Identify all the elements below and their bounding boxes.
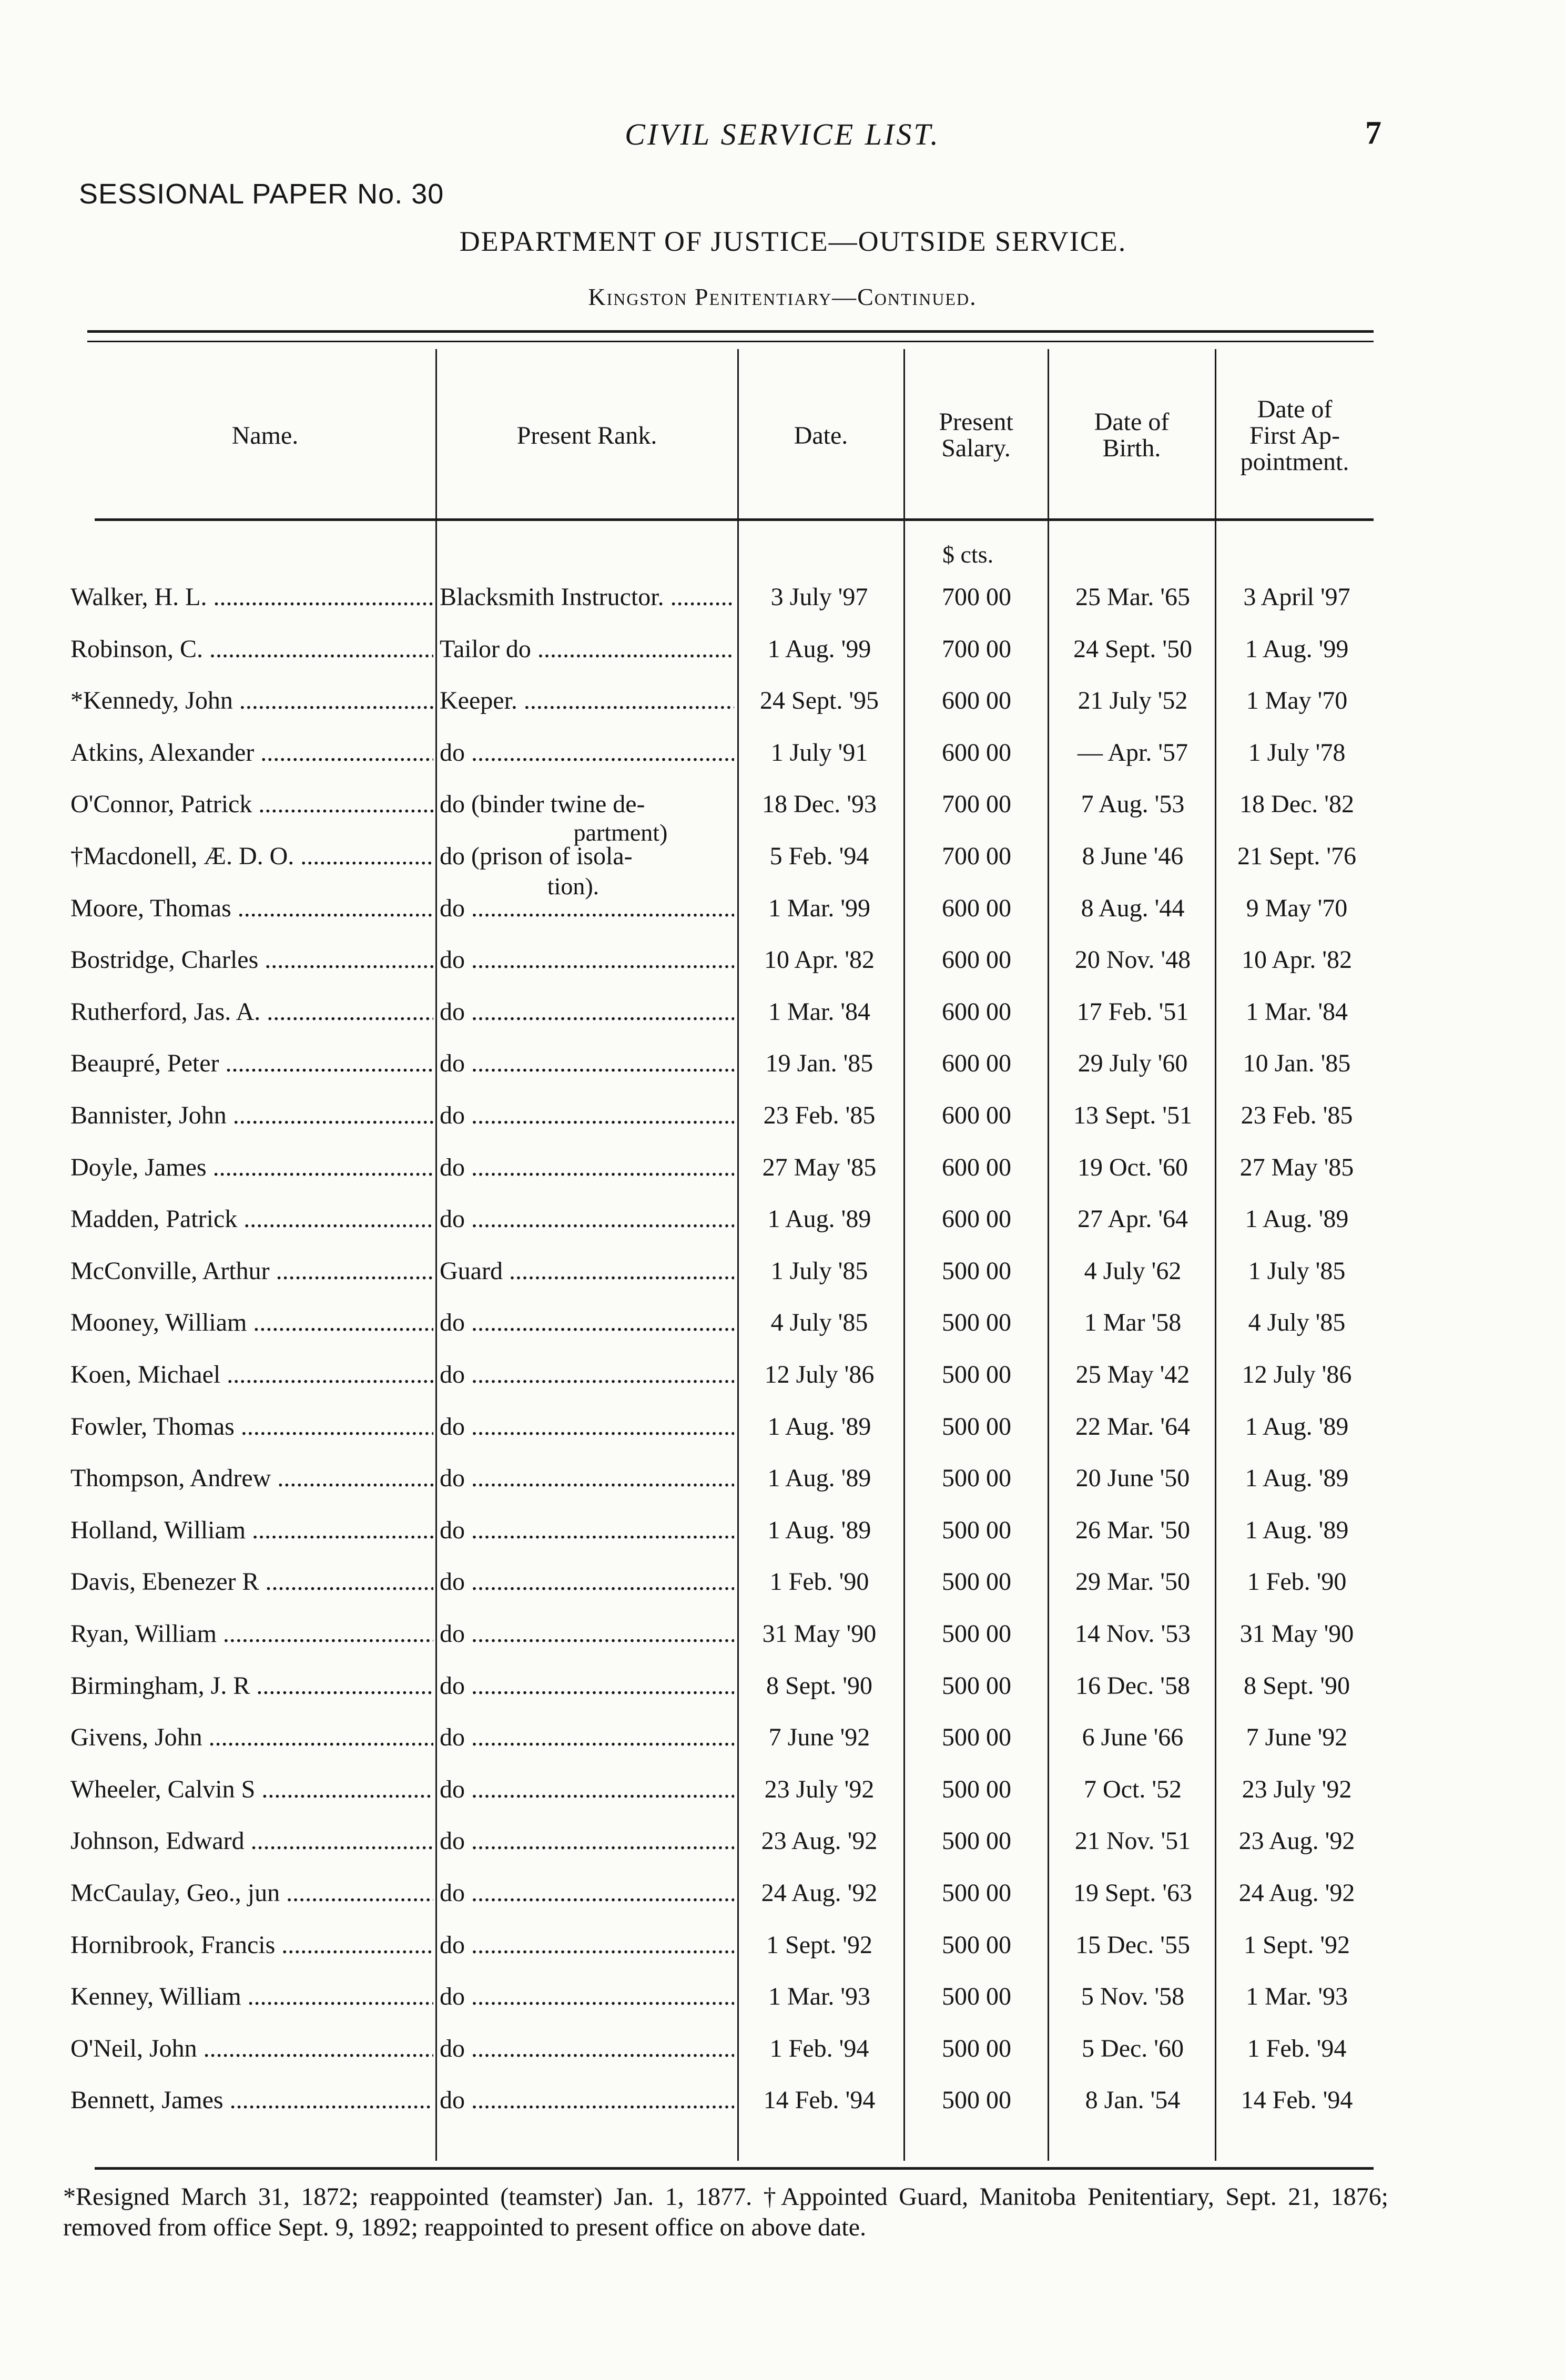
present-rank: do ..... [440, 738, 734, 768]
present-rank: do ..... [440, 1930, 734, 1960]
date-of-birth: 20 June '50 [1075, 1464, 1190, 1492]
table-row [0, 1982, 1565, 2034]
table-row [0, 2034, 1565, 2086]
table-row [0, 1204, 1565, 1256]
date-first-appointment: 1 Aug. '89 [1245, 1205, 1349, 1233]
date-first-appointment: 1 Sept. '92 [1244, 1931, 1350, 1959]
date-of-birth: 25 May '42 [1075, 1361, 1190, 1388]
employee-name: Wheeler, Calvin S ..... [70, 1775, 433, 1804]
present-salary: 700 00 [942, 842, 1011, 870]
employee-name: Atkins, Alexander ..... [70, 738, 433, 768]
table-row [0, 997, 1565, 1049]
date-first-appointment: 10 Jan. '85 [1243, 1049, 1351, 1077]
rank-date: 1 Feb. '90 [769, 1568, 869, 1596]
date-first-appointment: 14 Feb. '94 [1241, 2086, 1353, 2114]
rank-date: 1 July '91 [770, 739, 868, 767]
employee-name: Doyle, James ..... [70, 1153, 433, 1182]
employee-name: Beaupré, Peter ..... [70, 1049, 433, 1078]
date-of-birth: 5 Nov. '58 [1081, 1983, 1185, 2010]
table-row [0, 1153, 1565, 1204]
date-first-appointment: 3 April '97 [1243, 583, 1350, 611]
date-of-birth: 21 July '52 [1078, 687, 1188, 714]
date-first-appointment: 12 July '86 [1242, 1361, 1352, 1388]
present-rank: do (binder twine de- [440, 790, 645, 818]
present-rank: do ..... [440, 1308, 734, 1337]
date-first-appointment: 31 May '90 [1239, 1620, 1354, 1648]
present-rank: do ..... [440, 1412, 734, 1442]
employee-name: Givens, John ..... [70, 1723, 433, 1752]
table-row [0, 738, 1565, 790]
table-row [0, 1775, 1565, 1826]
employee-name: McConville, Arthur ..... [70, 1257, 433, 1286]
present-rank: Keeper. ..... [440, 686, 734, 716]
table-row [0, 1049, 1565, 1100]
table-row [0, 583, 1565, 634]
present-salary: 600 00 [942, 1153, 1011, 1181]
rank-date: 23 Aug. '92 [761, 1827, 878, 1855]
column-header-name: Name. [231, 422, 299, 450]
rank-date: 1 Aug. '99 [767, 635, 871, 663]
employee-name: Thompson, Andrew ..... [70, 1464, 433, 1493]
table-row [0, 686, 1565, 738]
table-row [0, 1567, 1565, 1619]
employee-name: McCaulay, Geo., jun ..... [70, 1878, 433, 1908]
employee-name: Ryan, William ..... [70, 1619, 433, 1649]
employee-name: Birmingham, J. R ..... [70, 1671, 433, 1701]
present-salary: 500 00 [942, 1568, 1011, 1596]
present-salary: 600 00 [942, 1049, 1011, 1077]
date-of-birth: 8 Aug. '44 [1081, 894, 1185, 922]
date-of-birth: 29 Mar. '50 [1075, 1568, 1190, 1596]
present-salary: 600 00 [942, 946, 1011, 974]
table-row [0, 790, 1565, 841]
date-of-birth: 29 July '60 [1078, 1049, 1188, 1077]
table-row [0, 1619, 1565, 1671]
rank-date: 31 May '90 [762, 1620, 877, 1648]
rank-date: 1 Mar. '99 [768, 894, 870, 922]
table-row [0, 945, 1565, 997]
present-salary: 700 00 [942, 790, 1011, 818]
column-header-salary: Present Salary. [939, 408, 1013, 462]
present-salary: 500 00 [942, 1464, 1011, 1492]
present-salary: 500 00 [942, 1620, 1011, 1648]
page-number: 7 [1365, 115, 1381, 151]
date-of-birth: 14 Nov. '53 [1074, 1620, 1191, 1648]
rank-date: 24 Aug. '92 [761, 1879, 878, 1907]
rank-continuation: tion). [547, 873, 599, 900]
table-row [0, 1412, 1565, 1464]
date-first-appointment: 23 Aug. '92 [1238, 1827, 1355, 1855]
employee-name: †Macdonell, Æ. D. O. ..... [70, 842, 433, 871]
rank-date: 1 Aug. '89 [767, 1413, 871, 1441]
present-rank: Blacksmith Instructor. ..... [440, 583, 734, 612]
present-rank: do ..... [440, 1204, 734, 1234]
rank-date: 4 July '85 [770, 1309, 868, 1336]
top-rule-inner [87, 341, 1374, 342]
date-of-birth: 8 Jan. '54 [1085, 2086, 1181, 2114]
employee-name: Mooney, William ..... [70, 1308, 433, 1337]
present-salary: 500 00 [942, 1775, 1011, 1803]
date-first-appointment: 23 July '92 [1242, 1775, 1352, 1803]
present-rank: do ..... [440, 1775, 734, 1804]
present-rank: do ..... [440, 1049, 734, 1078]
present-salary: 600 00 [942, 998, 1011, 1026]
employee-name: Bostridge, Charles ..... [70, 945, 433, 975]
date-of-birth: 27 Apr. '64 [1078, 1205, 1188, 1233]
date-of-birth: 20 Nov. '48 [1074, 946, 1191, 974]
rank-date: 19 Jan. '85 [765, 1049, 873, 1077]
rank-date: 1 Mar. '93 [768, 1983, 870, 2010]
table-row [0, 1826, 1565, 1878]
present-rank: do ..... [440, 894, 734, 923]
table-row [0, 1308, 1565, 1360]
date-first-appointment: 1 July '85 [1248, 1257, 1346, 1285]
date-first-appointment: 1 Aug. '89 [1245, 1464, 1349, 1492]
employee-name: Rutherford, Jas. A. ..... [70, 997, 433, 1027]
present-rank: do ..... [440, 1982, 734, 2011]
present-salary: 600 00 [942, 1205, 1011, 1233]
present-rank: do ..... [440, 1516, 734, 1545]
date-of-birth: 19 Sept. '63 [1073, 1879, 1192, 1907]
present-rank: do ..... [440, 1826, 734, 1856]
present-rank: do ..... [440, 2034, 734, 2064]
present-salary: 600 00 [942, 687, 1011, 714]
table-row [0, 1464, 1565, 1515]
employee-name: Bennett, James ..... [70, 2086, 433, 2115]
running-title: CIVIL SERVICE LIST. [625, 117, 940, 151]
date-of-birth: 21 Nov. '51 [1074, 1827, 1191, 1855]
date-of-birth: 24 Sept. '50 [1073, 635, 1192, 663]
employee-name: Madden, Patrick ..... [70, 1204, 433, 1234]
present-rank: do ..... [440, 945, 734, 975]
present-salary: 500 00 [942, 1983, 1011, 2010]
present-salary: 500 00 [942, 1413, 1011, 1441]
date-of-birth: 7 Aug. '53 [1081, 790, 1185, 818]
bottom-rule [95, 2167, 1374, 2170]
table-row [0, 1671, 1565, 1723]
rank-continuation: partment) [573, 819, 668, 846]
employee-name: O'Neil, John ..... [70, 2034, 433, 2064]
date-of-birth: 4 July '62 [1084, 1257, 1182, 1285]
present-rank: do ..... [440, 1619, 734, 1649]
date-first-appointment: 1 Aug. '89 [1245, 1413, 1349, 1441]
present-salary: 500 00 [942, 1361, 1011, 1388]
present-salary: 500 00 [942, 1672, 1011, 1700]
table-row [0, 1257, 1565, 1308]
date-first-appointment: 10 Apr. '82 [1242, 946, 1352, 974]
rank-date: 7 June '92 [768, 1723, 870, 1751]
rank-date: 24 Sept. '95 [760, 687, 879, 714]
date-of-birth: 13 Sept. '51 [1073, 1101, 1192, 1129]
present-rank: do ..... [440, 1878, 734, 1908]
rank-date: 1 July '85 [770, 1257, 868, 1285]
employee-name: Kenney, William ..... [70, 1982, 433, 2011]
present-rank: do ..... [440, 1153, 734, 1182]
column-header-date: Date. [794, 422, 848, 450]
rank-date: 1 Aug. '89 [767, 1464, 871, 1492]
date-of-birth: 17 Feb. '51 [1076, 998, 1189, 1026]
date-first-appointment: 1 Mar. '84 [1246, 998, 1348, 1026]
date-first-appointment: 24 Aug. '92 [1238, 1879, 1355, 1907]
present-rank: do ..... [440, 1671, 734, 1701]
table-row [0, 894, 1565, 945]
rank-date: 18 Dec. '93 [762, 790, 877, 818]
present-salary: 600 00 [942, 739, 1011, 767]
date-of-birth: 5 Dec. '60 [1082, 2035, 1184, 2062]
salary-units: $ cts. [942, 541, 994, 568]
present-salary: 500 00 [942, 2035, 1011, 2062]
header-rule [95, 518, 1374, 521]
present-salary: 500 00 [942, 1516, 1011, 1544]
date-of-birth: 7 Oct. '52 [1084, 1775, 1182, 1803]
present-salary: 500 00 [942, 1827, 1011, 1855]
date-of-birth: 22 Mar. '64 [1075, 1413, 1190, 1441]
rank-date: 27 May '85 [762, 1153, 877, 1181]
employee-name: Bannister, John ..... [70, 1101, 433, 1130]
rank-date: 12 July '86 [764, 1361, 875, 1388]
date-of-birth: 6 June '66 [1082, 1723, 1184, 1751]
present-salary: 700 00 [942, 635, 1011, 663]
date-of-birth: 16 Dec. '58 [1075, 1672, 1190, 1700]
present-rank: Tailor do ..... [440, 635, 734, 664]
table-row [0, 1101, 1565, 1152]
date-first-appointment: 1 Feb. '90 [1247, 1568, 1347, 1596]
date-first-appointment: 1 Mar. '93 [1246, 1983, 1348, 2010]
table-row [0, 1878, 1565, 1930]
present-rank: do ..... [440, 1360, 734, 1390]
employee-name: Fowler, Thomas ..... [70, 1412, 433, 1442]
table-row [0, 1516, 1565, 1567]
present-salary: 500 00 [942, 1309, 1011, 1336]
date-of-birth: 1 Mar '58 [1084, 1309, 1182, 1336]
present-rank: do ..... [440, 2086, 734, 2115]
rank-date: 8 Sept. '90 [766, 1672, 872, 1700]
rank-date: 23 Feb. '85 [763, 1101, 876, 1129]
footnote: *Resigned March 31, 1872; reappointed (teamster) Jan. 1, 1877. †Appointed Guard, Manitoba Penitentiary, Sept. 21, 1876; removed from office Sept. 9, 1892; reappointed to present office on above date. [63, 2183, 1388, 2241]
present-salary: 500 00 [942, 1723, 1011, 1751]
employee-name: Koen, Michael ..... [70, 1360, 433, 1390]
sessional-paper-label: SESSIONAL PAPER No. 30 [79, 178, 444, 210]
rank-date: 1 Aug. '89 [767, 1205, 871, 1233]
employee-name: Moore, Thomas ..... [70, 894, 433, 923]
date-first-appointment: 4 July '85 [1248, 1309, 1346, 1336]
rank-date: 10 Apr. '82 [764, 946, 875, 974]
date-first-appointment: 1 May '70 [1246, 687, 1348, 714]
rank-date: 1 Mar. '84 [768, 998, 870, 1026]
rank-date: 1 Aug. '89 [767, 1516, 871, 1544]
date-first-appointment: 23 Feb. '85 [1241, 1101, 1353, 1129]
employee-name: Davis, Ebenezer R ..... [70, 1567, 433, 1597]
employee-name: Hornibrook, Francis ..... [70, 1930, 433, 1960]
rank-date: 5 Feb. '94 [769, 842, 869, 870]
present-salary: 600 00 [942, 894, 1011, 922]
table-row [0, 2086, 1565, 2137]
employee-name: O'Connor, Patrick ..... [70, 790, 433, 819]
present-rank: do (prison of isola- [440, 842, 633, 870]
date-of-birth: — Apr. '57 [1078, 739, 1188, 767]
column-header-rank: Present Rank. [516, 422, 657, 450]
present-rank: Guard ..... [440, 1257, 734, 1286]
present-rank: do ..... [440, 1723, 734, 1752]
rank-date: 23 July '92 [764, 1775, 875, 1803]
present-rank: do ..... [440, 1464, 734, 1493]
present-salary: 500 00 [942, 1257, 1011, 1285]
column-header-first-appointment: Date of First Ap- pointment. [1240, 395, 1349, 476]
table-row [0, 635, 1565, 686]
present-salary: 500 00 [942, 2086, 1011, 2114]
date-first-appointment: 1 Aug. '99 [1245, 635, 1349, 663]
present-salary: 500 00 [942, 1879, 1011, 1907]
present-rank: do ..... [440, 1567, 734, 1597]
date-of-birth: 15 Dec. '55 [1075, 1931, 1190, 1959]
present-rank: do ..... [440, 1101, 734, 1130]
department-heading: DEPARTMENT OF JUSTICE—OUTSIDE SERVICE. [459, 226, 1127, 257]
column-header-birth: Date of Birth. [1094, 408, 1170, 462]
employee-name: Robinson, C. ..... [70, 635, 433, 664]
table-row [0, 1360, 1565, 1412]
rank-date: 14 Feb. '94 [763, 2086, 876, 2114]
present-rank: do ..... [440, 997, 734, 1027]
rank-date: 3 July '97 [770, 583, 868, 611]
rank-date: 1 Sept. '92 [766, 1931, 872, 1959]
date-first-appointment: 21 Sept. '76 [1237, 842, 1356, 870]
section-subtitle: Kingston Penitentiary—Continued. [588, 283, 977, 310]
rank-date: 1 Feb. '94 [769, 2035, 869, 2062]
date-first-appointment: 8 Sept. '90 [1244, 1672, 1350, 1700]
date-first-appointment: 27 May '85 [1239, 1153, 1354, 1181]
table-row [0, 1723, 1565, 1774]
table-row [0, 842, 1565, 893]
date-of-birth: 26 Mar. '50 [1075, 1516, 1190, 1544]
date-first-appointment: 1 July '78 [1248, 739, 1346, 767]
employee-name: *Kennedy, John ..... [70, 686, 433, 716]
table-row [0, 1930, 1565, 1982]
employee-name: Walker, H. L. ..... [70, 583, 433, 612]
date-of-birth: 8 June '46 [1082, 842, 1184, 870]
present-salary: 500 00 [942, 1931, 1011, 1959]
date-first-appointment: 18 Dec. '82 [1239, 790, 1354, 818]
present-salary: 600 00 [942, 1101, 1011, 1129]
present-salary: 700 00 [942, 583, 1011, 611]
employee-name: Johnson, Edward ..... [70, 1826, 433, 1856]
top-rule [87, 330, 1374, 333]
date-first-appointment: 7 June '92 [1246, 1723, 1348, 1751]
employee-name: Holland, William ..... [70, 1516, 433, 1545]
date-first-appointment: 1 Aug. '89 [1245, 1516, 1349, 1544]
date-of-birth: 19 Oct. '60 [1078, 1153, 1188, 1181]
date-first-appointment: 9 May '70 [1246, 894, 1348, 922]
date-of-birth: 25 Mar. '65 [1075, 583, 1190, 611]
date-first-appointment: 1 Feb. '94 [1247, 2035, 1347, 2062]
